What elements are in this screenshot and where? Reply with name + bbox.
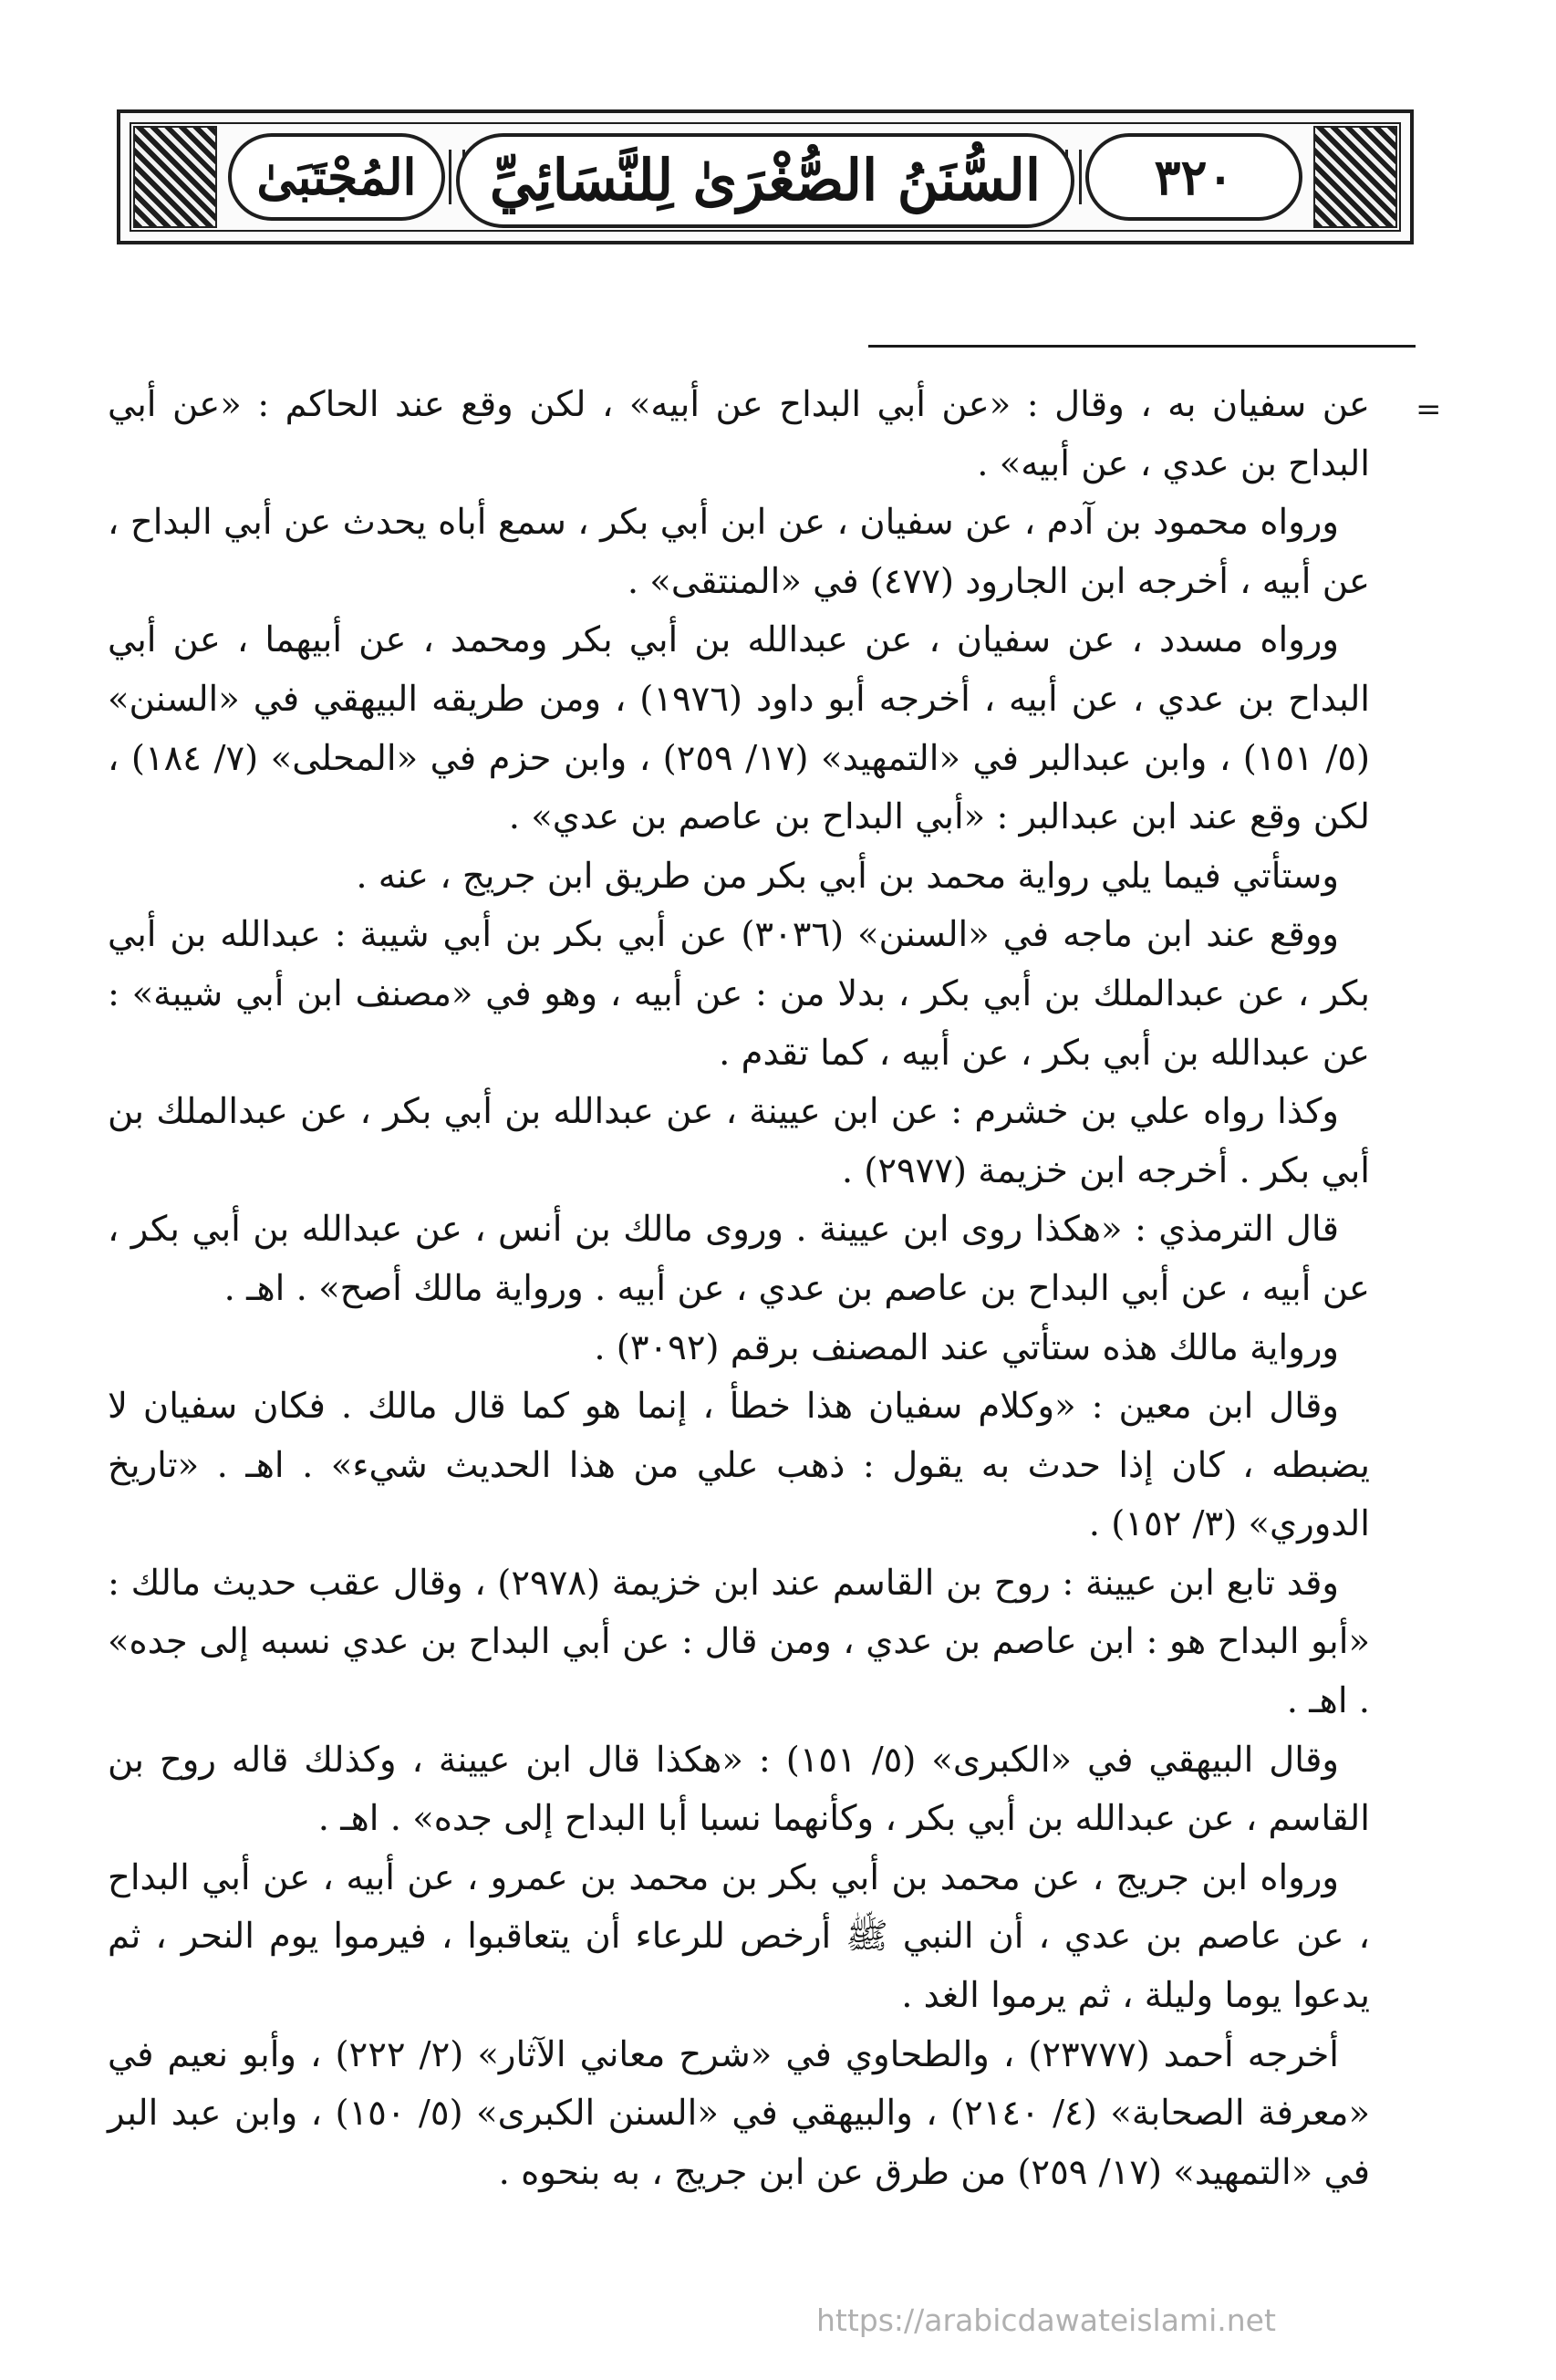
paragraph: وكذا رواه علي بن خشرم : عن ابن عيينة ، عن عبدالله بن أبي بكر ، عن عبدالملك بن أبي بكر . أخرجه ابن خزيمة (٢٩٧٧) . [108,1091,1370,1191]
footnote-separator [868,345,1416,348]
footnote-body [108,376,1370,2202]
book-title-band [456,133,1074,228]
paragraph: وقد تابع ابن عيينة : روح بن القاسم عند ابن خزيمة (٢٩٧٨) ، وقال عقب حديث مالك : «أبو البداح هو : ابن عاصم بن عدي ، ومن قال : عن أبي البداح بن عدي نسبه إلى جده» . اهـ . [108,1562,1370,1722]
page-header [117,109,1414,244]
paragraph: ورواه محمود بن آدم ، عن سفيان ، عن ابن أبي بكر ، سمع أباه يحدث عن أبي البداح ، عن أبيه ، أخرجه ابن الجارود (٤٧٧) في «المنتقى» . [108,502,1370,602]
right-ornament [1313,126,1397,228]
paragraph: ورواه ابن جريج ، عن محمد بن أبي بكر بن محمد بن عمرو ، عن أبيه ، عن أبي البداح ، عن عاصم بن عدي ، أن النبي ﷺ أرخص للرعاء أن يتعاقبوا ، فيرموا يوم النحر ، ثم يدعوا يوما وليلة ، ثم يرموا الغد . [108,1856,1370,2017]
paragraph: ووقع عند ابن ماجه في «السنن» (٣٠٣٦) عن أبي بكر بن أبي شيبة : عبدالله بن أبي بكر ، عن عبدالملك بن أبي بكر ، بدلا من : عن أبيه ، وهو في «مصنف ابن أبي شيبة» : عن عبدالله بن أبي بكر ، عن أبيه ، كما تقدم . [108,914,1370,1074]
paragraph: أخرجه أحمد (٢٣٧٧٧) ، والطحاوي في «شرح معاني الآثار» (٢/ ٢٢٢) ، وأبو نعيم في «معرفة الصحابة» (٤/ ٢١٤٠) ، والبيهقي في «السنن الكبرى» (٥/ ١٥٠) ، وابن عبد البر في «التمهيد» (١٧/ ٢٥٩) من طرق عن ابن جريج ، به بنحوه . [108,2033,1371,2193]
paragraph: ورواية مالك هذه ستأتي عند المصنف برقم (٣٠٩٢) . [594,1326,1339,1368]
paragraph: وستأتي فيما يلي رواية محمد بن أبي بكر من طريق ابن جريج ، عنه . [356,855,1339,897]
watermark-url: https://arabicdawateislami.net [816,2302,1276,2338]
paragraph: قال الترمذي : «هكذا روى ابن عيينة . وروى مالك بن أنس ، عن عبدالله بن أبي بكر ، عن أبيه ، عن أبي البداح بن عاصم بن عدي ، عن أبيه . ورواية مالك أصح» . اهـ . [108,1209,1370,1309]
page-number: ٣٢٠ [1154,148,1234,206]
paragraph: وقال البيهقي في «الكبرى» (٥/ ١٥١) : «هكذا قال ابن عيينة ، وكذلك قاله روح بن القاسم ، عن عبدالله بن أبي بكر ، وكأنهما نسبا أبا البداح إلى جده» . اهـ . [108,1739,1370,1840]
paragraph: ورواه مسدد ، عن سفيان ، عن عبدالله بن أبي بكر ومحمد ، عن أبيهما ، عن أبي البداح بن عدي ، عن أبيه ، أخرجه أبو داود (١٩٧٦) ، ومن طريقه البيهقي في «السنن» (٥/ ١٥١) ، وابن عبدالبر في «التمهيد» (١٧/ ٢٥٩) ، وابن حزم في «المحلى» (٧/ ١٨٤) ، لكن وقع عند ابن عبدالبر : «أبي البداح بن عاصم بن عدي» . [108,619,1371,838]
continuation-mark: = [1416,391,1442,428]
book-title: السُّنَنُ الصُّغْرَىٰ لِلنَّسَائِيِّ [489,147,1042,213]
page-number-medallion [1085,133,1302,221]
paragraph: عن سفيان به ، وقال : «عن أبي البداح عن أبيه» ، لكن وقع عند الحاكم : «عن أبي البداح بن عدي ، عن أبيه» . [108,384,1370,484]
paragraph: وقال ابن معين : «وكلام سفيان هذا خطأ ، إنما هو كما قال مالك . فكان سفيان لا يضبطه ، كان إذا حدث به يقول : ذهب علي من هذا الحديث شيء» . اهـ . «تاريخ الدوري» (٣/ ١٥٢) . [108,1386,1370,1545]
book-subtitle: المُجْتَبَىٰ [256,148,417,206]
book-subtitle-medallion [228,133,445,221]
left-ornament [133,126,217,228]
